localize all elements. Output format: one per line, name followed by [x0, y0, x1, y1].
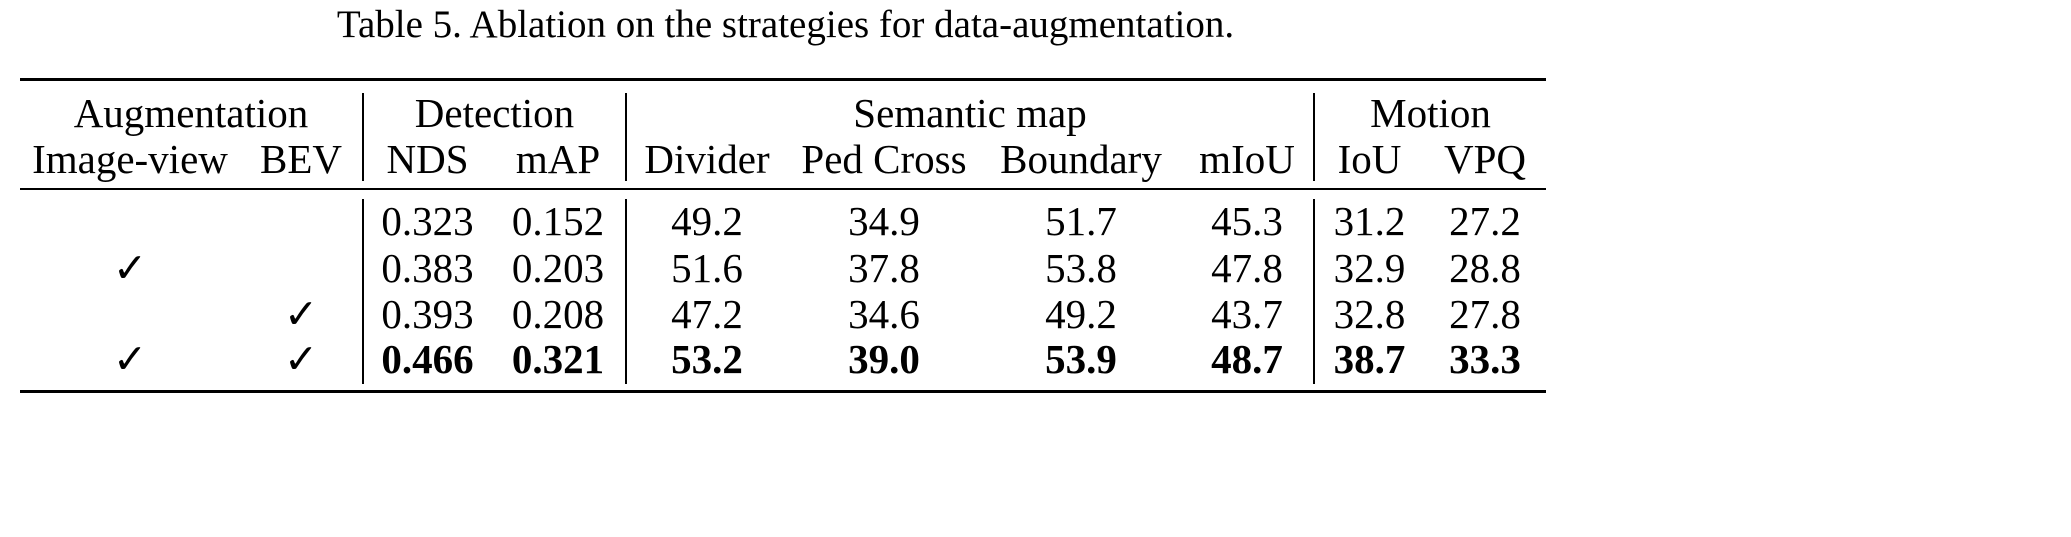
group-header-augmentation: Augmentation: [73, 90, 309, 136]
value-cell-ped-cross: 34.9: [848, 198, 920, 244]
value-cell-ped-cross: 39.0: [848, 336, 920, 382]
table-caption: Table 5. Ablation on the strategies for data-augmentation.: [336, 3, 1235, 46]
value-cell-map: 0.208: [511, 291, 605, 337]
value-cell-divider: 49.2: [671, 198, 743, 244]
checkmark-cell-image-view: ✓: [112, 245, 148, 291]
value-cell-iou: 32.8: [1333, 291, 1406, 337]
value-cell-ped-cross: 37.8: [848, 245, 920, 291]
value-cell-vpq: 27.2: [1449, 198, 1521, 244]
value-cell-boundary: 51.7: [1045, 198, 1117, 244]
value-cell-boundary: 53.8: [1045, 245, 1117, 291]
value-cell-boundary: 49.2: [1045, 291, 1117, 337]
checkmark-cell-image-view: [20, 198, 240, 244]
column-header-vpq: VPQ: [1443, 136, 1527, 182]
value-cell-nds: 0.393: [381, 291, 474, 337]
checkmark-cell-bev: [240, 198, 362, 244]
column-header-map: mAP: [515, 136, 601, 182]
value-cell-map: 0.203: [511, 245, 605, 291]
value-cell-vpq: 33.3: [1449, 336, 1521, 382]
value-cell-nds: 0.466: [381, 336, 474, 382]
checkmark-cell-bev: [240, 245, 362, 291]
value-cell-iou: 38.7: [1333, 336, 1406, 382]
checkmark-cell-bev: ✓: [283, 336, 319, 382]
column-header-image-view: Image-view: [32, 136, 228, 182]
value-cell-divider: 47.2: [671, 291, 743, 337]
column-header-boundary: Boundary: [1000, 136, 1162, 182]
value-cell-miou: 48.7: [1211, 336, 1283, 382]
group-header-detection: Detection: [414, 90, 575, 136]
header-rule: [20, 188, 1546, 190]
bottom-rule: [20, 390, 1546, 393]
top-rule: [20, 78, 1546, 81]
value-cell-miou: 43.7: [1211, 291, 1283, 337]
value-cell-ped-cross: 34.6: [848, 291, 920, 337]
column-header-bev: BEV: [260, 136, 342, 182]
column-header-miou: mIoU: [1199, 136, 1295, 182]
value-cell-nds: 0.323: [381, 198, 474, 244]
value-cell-map: 0.321: [511, 336, 605, 382]
column-header-divider: Divider: [644, 136, 770, 182]
value-cell-iou: 31.2: [1333, 198, 1406, 244]
group-header-motion: Motion: [1370, 90, 1491, 136]
checkmark-cell-image-view: ✓: [112, 336, 148, 382]
column-header-iou: IoU: [1337, 136, 1402, 182]
value-cell-divider: 53.2: [671, 336, 743, 382]
checkmark-cell-image-view: [20, 291, 240, 337]
value-cell-map: 0.152: [511, 198, 605, 244]
value-cell-vpq: 28.8: [1449, 245, 1521, 291]
value-cell-miou: 47.8: [1211, 245, 1283, 291]
value-cell-boundary: 53.9: [1045, 336, 1117, 382]
checkmark-cell-bev: ✓: [283, 291, 319, 337]
value-cell-nds: 0.383: [381, 245, 474, 291]
column-header-ped-cross: Ped Cross: [801, 136, 967, 182]
value-cell-divider: 51.6: [671, 245, 743, 291]
value-cell-miou: 45.3: [1211, 198, 1283, 244]
value-cell-vpq: 27.8: [1449, 291, 1521, 337]
value-cell-iou: 32.9: [1333, 245, 1406, 291]
group-header-semantic-map: Semantic map: [853, 90, 1087, 136]
column-header-nds: NDS: [386, 136, 469, 182]
